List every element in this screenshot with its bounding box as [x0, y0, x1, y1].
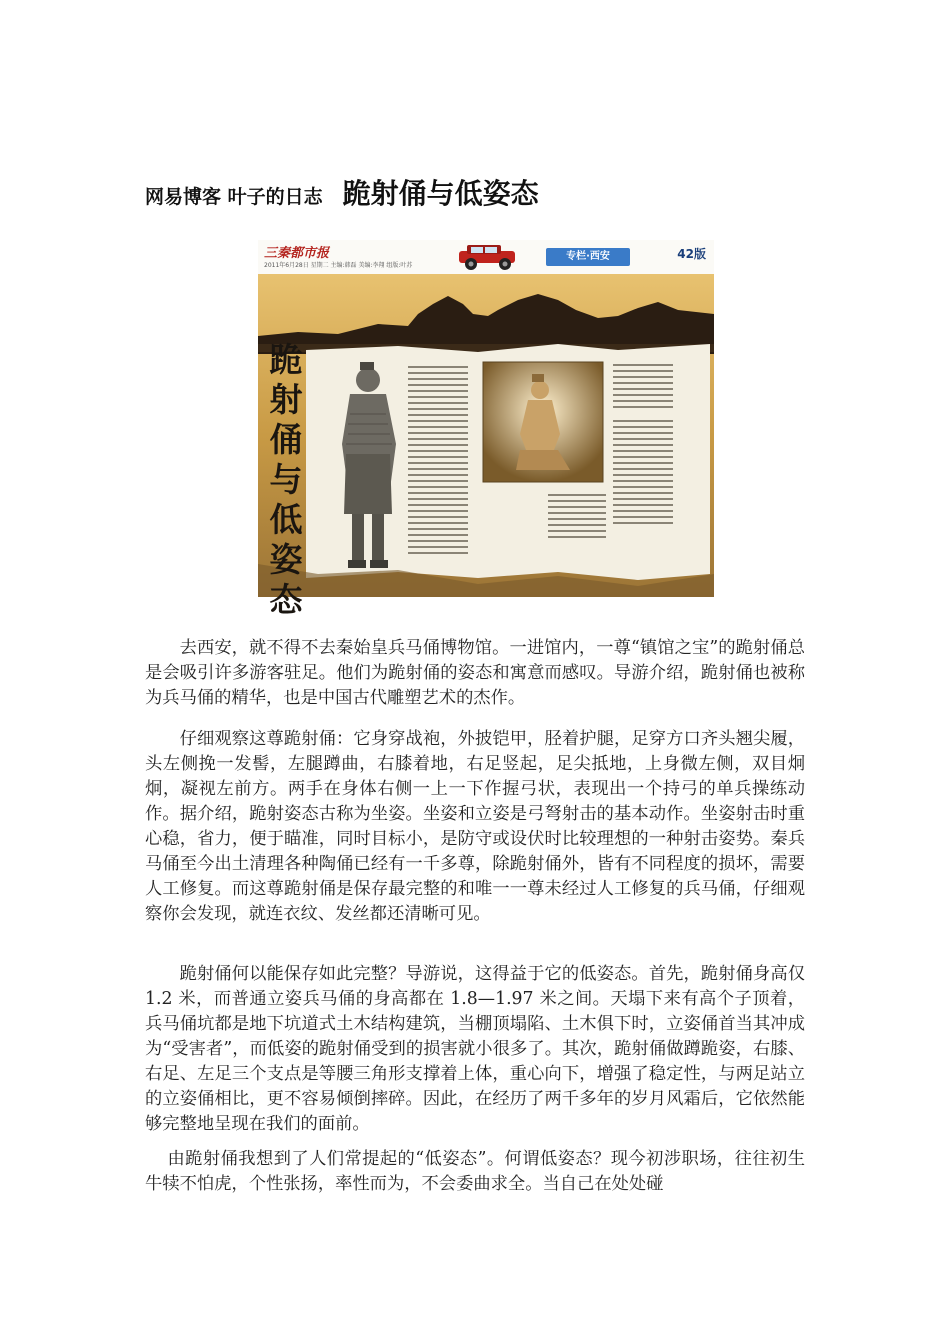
vertical-title-char: 与: [269, 460, 303, 499]
clipping-vertical-title: [266, 340, 306, 620]
jeep-car-icon: [453, 243, 523, 271]
newspaper-name: 三秦都市报: [264, 246, 330, 261]
vertical-title-char: 低: [269, 500, 303, 539]
newspaper-clipping-image: [258, 240, 714, 619]
page-number-label: 42版: [677, 247, 706, 261]
blog-name: 网易博客 叶子的日志: [145, 186, 323, 208]
article-paragraph: 由跪射俑我想到了人们常提起的“低姿态”。何谓低姿态？现今初涉职场，往往初生牛犊不怕虎，个性张扬，率性而为，不会委曲求全。当自己在处处碰: [145, 1149, 805, 1194]
vertical-title-char: 俑: [269, 420, 303, 459]
article-paragraph: 去西安，就不得不去秦始皇兵马俑博物馆。一进馆内，一尊“镇馆之宝”的跪射俑总是会吸引许多游客驻足。他们为跪射俑的姿态和寓意而感叹。导游介绍，跪射俑也被称为兵马俑的精华，也是中国古代雕塑艺术的杰作。: [145, 638, 805, 708]
newspaper-masthead: [258, 240, 714, 275]
newspaper-date-line: 2011年6月28日 星期二 主编:韩磊 美编:李翔 组版:叶苏: [264, 262, 413, 269]
vertical-title-char: 射: [269, 380, 303, 419]
column-label: 专栏·西安: [546, 248, 630, 266]
article-paragraph: 跪射俑何以能保存如此完整？导游说，这得益于它的低姿态。首先，跪射俑身高仅 1.2 米，而普通立姿兵马俑的身高都在 1.8—1.97 米之间。天塌下来有高个子顶着，兵马俑坑都是地下坑道式土木结构建筑，当棚顶塌陷、土木俱下时，立姿俑首当其冲成为“受害者”，而低姿的跪射俑受到的损害就小很多了。其次，跪射俑做蹲跪姿，右膝、右足、左足三个支点是等腰三角形支撑着上体，重心向下，增强了稳定性，与两足站立的立姿俑相比，更不容易倾倒摔碎。因此，在经历了两千多年的岁月风霜后，它依然能够完整地呈现在我们的面前。: [145, 964, 805, 1134]
clipping-illustration: [258, 274, 714, 597]
vertical-title-char: 跪: [269, 340, 303, 379]
article-paragraph: 仔细观察这尊跪射俑：它身穿战袍，外披铠甲，胫着护腿，足穿方口齐头翘尖履，头左侧挽一发髻，左腿蹲曲，右膝着地，右足竖起，足尖抵地，上身微左侧，双目炯炯，凝视左前方。两手在身体右侧一上一下作握弓状，表现出一个持弓的单兵操练动作。据介绍，跪射姿态古称为坐姿。坐姿和立姿是弓弩射击的基本动作。坐姿射击时重心稳，省力，便于瞄准，同时目标小，是防守或设伏时比较理想的一种射击姿势。秦兵马俑至今出土清理各种陶俑已经有一千多尊，除跪射俑外，皆有不同程度的损坏，需要人工修复。而这尊跪射俑是保存最完整的和唯一一尊未经过人工修复的兵马俑，仔细观察你会发现，就连衣纹、发丝都还清晰可见。: [145, 729, 805, 924]
vertical-title-char: 态: [269, 580, 303, 619]
page-title: 跪射俑与低姿态: [342, 177, 539, 210]
page-heading: [145, 172, 845, 212]
vertical-title-char: 姿: [269, 540, 303, 579]
